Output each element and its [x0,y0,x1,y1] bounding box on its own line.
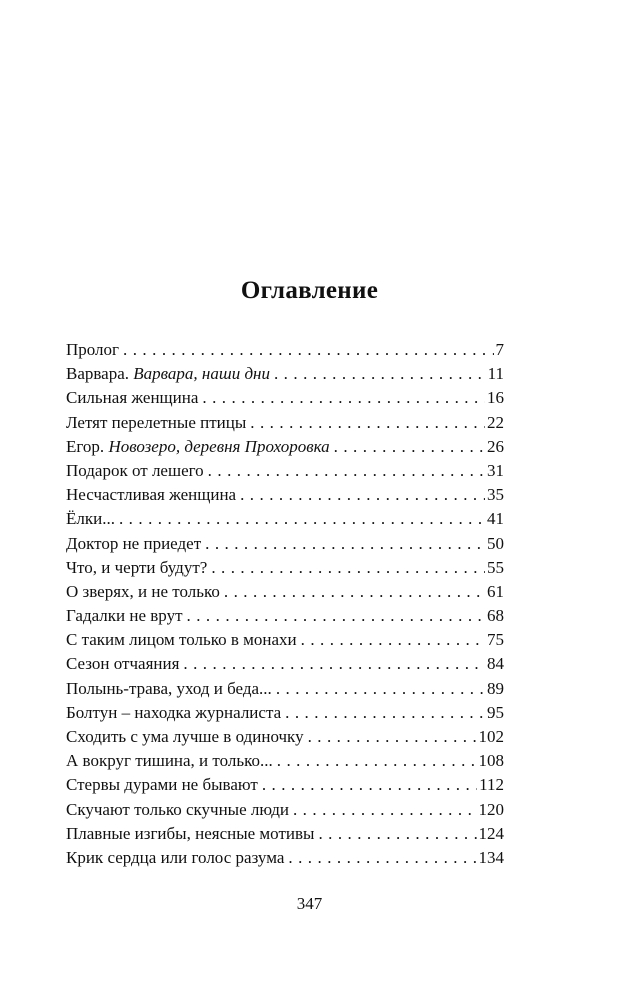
toc-entry-main-title: Ёлки... [66,509,115,529]
toc-entry-main-title: Пролог [66,340,120,359]
toc-dot-leader [288,846,476,870]
toc-entry [66,725,504,749]
toc-entry-main-title: Стервы дурами не бывают [66,775,258,795]
toc-entry-main-title: Сезон отчаяния [66,654,180,674]
toc-entry [66,652,504,676]
toc-dot-leader [211,556,485,580]
toc-entry-title [66,556,211,580]
toc-entry [66,459,504,483]
toc-entry [66,580,504,604]
toc-entry [66,386,504,410]
toc-entry-main-title: Крик сердца или голос разума [66,847,285,867]
toc-entry-title [66,798,293,822]
toc-entry-title [66,822,318,846]
toc-entry [66,798,504,822]
toc-entry-page: 26 [487,436,504,456]
toc-entry [66,507,504,531]
toc-entry-page: 41 [487,509,504,529]
toc-entry-page: 95 [487,702,504,722]
toc-entry [66,773,504,797]
toc-entry-main-title: Полынь-трава, уход и беда... [66,678,272,698]
toc-entry-title [66,411,250,435]
toc-entry-page: 31 [487,460,504,480]
toc-dot-leader [293,798,477,822]
toc-dot-leader [119,507,485,531]
toc-entry-page: 120 [478,799,504,819]
toc-entry-title [66,677,276,701]
toc-entry-page: 22 [487,412,504,432]
toc-entry-main-title: Что, и черти будут? [66,557,208,577]
toc-entry-main-title: О зверях, и не только [66,581,220,601]
toc-entry-title [66,507,119,531]
toc-entry [66,411,504,435]
toc-entry-main-title: Сильная женщина [66,388,199,408]
toc-entry-page: 112 [479,775,504,795]
toc-entry [66,435,504,459]
toc-entry-main-title: Несчастливая женщина [66,485,237,505]
toc-entry-title [66,604,187,628]
toc-entry-main-title: Подарок от лешего [66,460,204,480]
toc-entry-title [66,435,334,459]
toc-entry-page: 55 [487,557,504,577]
toc-dot-leader [301,628,485,652]
toc-dot-leader [202,386,485,410]
toc-entry-main-title: Летят перелетные птицы [66,412,247,432]
toc-entry-page: 89 [487,678,504,698]
toc-entry-page: 108 [478,751,504,771]
toc-dot-leader [123,338,493,362]
toc-dot-leader [274,362,486,386]
toc-dot-leader [240,483,485,507]
toc-entry-page: 35 [487,485,504,505]
toc-entry-title [66,459,208,483]
toc-entry [66,846,504,870]
toc-entry-subtitle: Варвара, наши дни [133,364,270,384]
toc-entry-title [66,532,205,556]
toc-entry-title [66,773,262,797]
toc-entry-page: 16 [487,388,504,408]
table-of-contents [66,338,504,870]
toc-entry-title [66,701,285,725]
toc-entry-title [66,580,224,604]
toc-entry-main-title: С таким лицом только в монахи [66,630,297,650]
toc-entry-page: 61 [487,581,504,601]
toc-entry-page: 124 [478,823,504,843]
toc-entry-main-title: Скучают только скучные люди [66,799,289,819]
toc-entry [66,749,504,773]
toc-entry-title [66,386,202,410]
toc-entry [66,556,504,580]
toc-entry-main-title: Варвара. [66,364,134,384]
toc-entry-main-title: Болтун – находка журналиста [66,702,282,722]
toc-entry-title [66,725,308,749]
toc-entry-page: 134 [478,847,504,867]
toc-entry-main-title: Сходить с ума лучше в одиночку [66,727,304,746]
toc-entry [66,628,504,652]
toc-dot-leader [205,532,485,556]
toc-entry [66,677,504,701]
toc-dot-leader [250,411,485,435]
toc-entry-subtitle: Новозеро, деревня Прохоровка [108,436,330,456]
toc-entry [66,701,504,725]
toc-entry-page: 68 [487,606,504,626]
toc-entry-main-title: А вокруг тишина, и только... [66,751,273,771]
toc-dot-leader [308,725,477,749]
toc-dot-leader [318,822,476,846]
toc-entry [66,362,504,386]
toc-entry [66,822,504,846]
toc-entry-title [66,749,277,773]
toc-entry-title [66,362,274,386]
toc-entry [66,483,504,507]
toc-dot-leader [224,580,485,604]
toc-entry-title [66,338,123,362]
toc-entry-page: 50 [487,533,504,553]
page-number: 347 [296,894,323,913]
toc-entry-page: 7 [495,340,504,359]
toc-entry-title [66,846,288,870]
toc-dot-leader [187,604,485,628]
toc-dot-leader [208,459,485,483]
toc-dot-leader [334,435,485,459]
toc-dot-leader [277,749,477,773]
toc-dot-leader [262,773,477,797]
toc-entry [66,338,504,362]
toc-dot-leader [276,677,485,701]
toc-entry [66,604,504,628]
toc-entry-title [66,652,183,676]
page-title: Оглавление [240,277,379,304]
toc-entry-main-title: Плавные изгибы, неясные мотивы [66,823,315,843]
toc-entry [66,532,504,556]
toc-entry-main-title: Доктор не приедет [66,533,202,553]
toc-dot-leader [285,701,485,725]
toc-entry-title [66,483,240,507]
toc-entry-main-title: Егор. [66,436,109,456]
toc-entry-title [66,628,301,652]
toc-entry-main-title: Гадалки не врут [66,606,183,626]
toc-entry-page: 102 [478,727,504,746]
toc-entry-page: 11 [487,364,504,384]
toc-entry-page: 84 [487,654,504,674]
toc-entry-page: 75 [487,630,504,650]
toc-dot-leader [183,652,485,676]
